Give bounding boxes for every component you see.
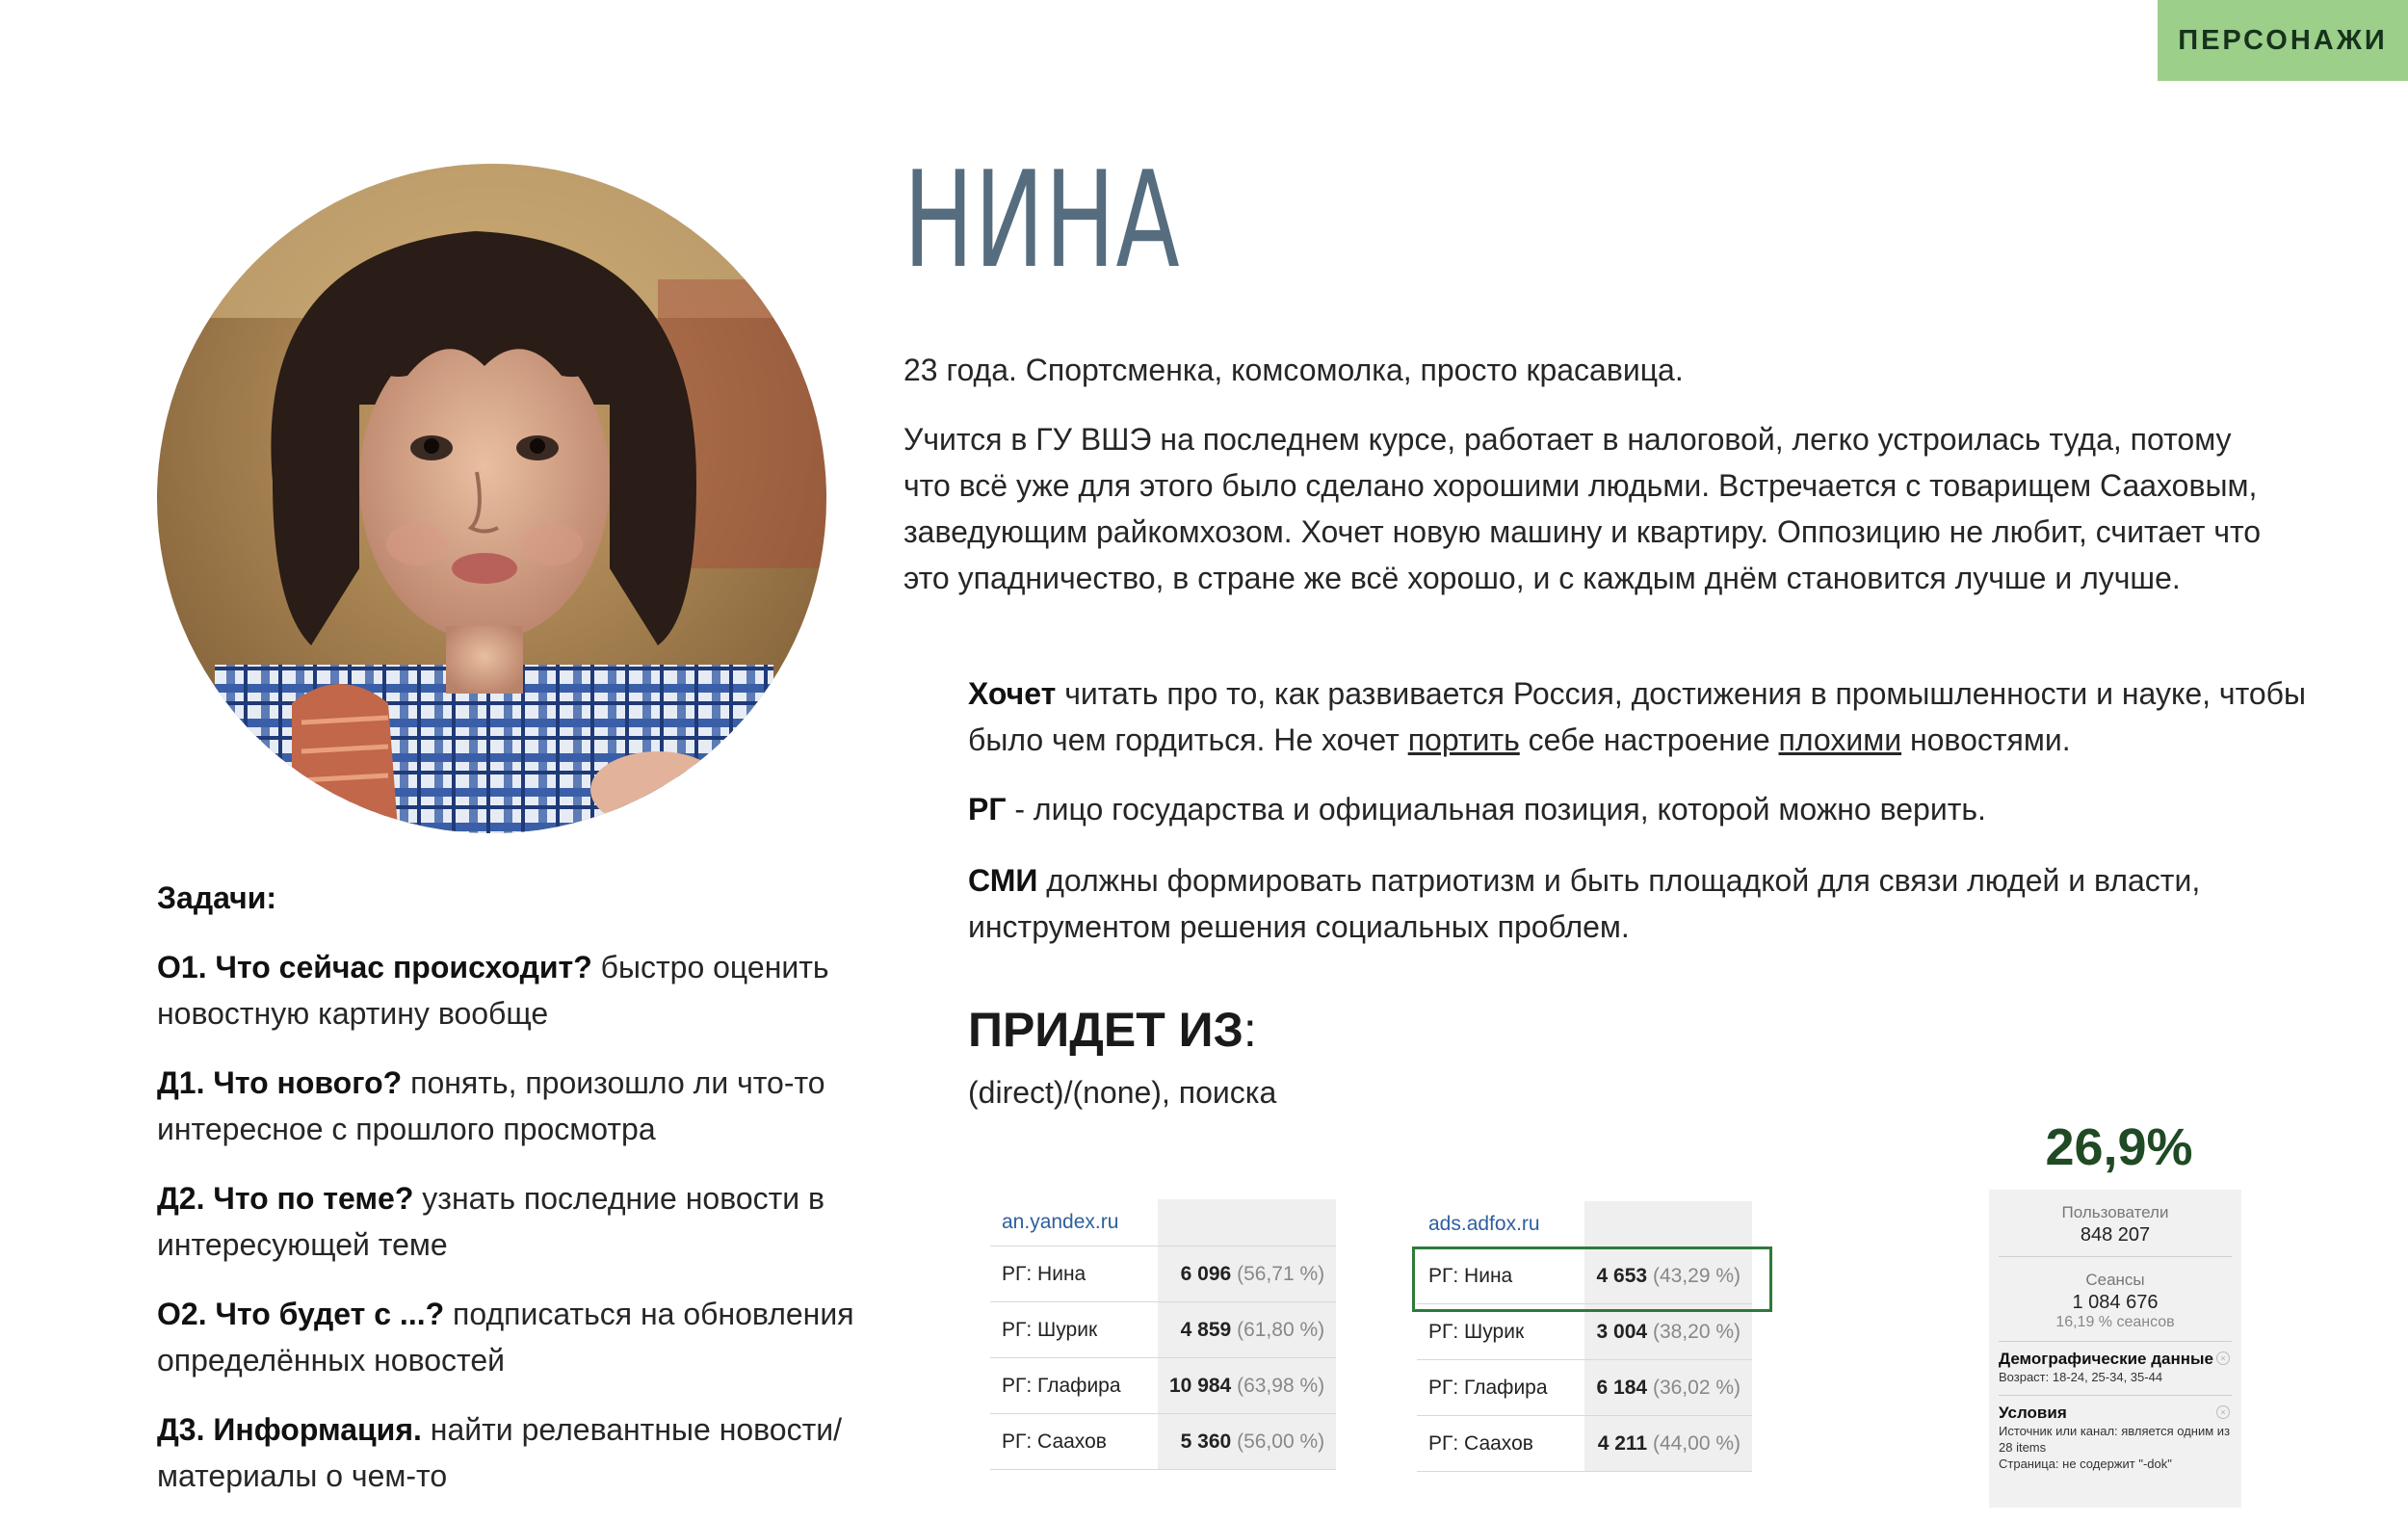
segment-percent: 26,9%	[2045, 1118, 2193, 1176]
persona-about: Учится в ГУ ВШЭ на последнем курсе, работает в налоговой, легко устроилась туда, потому что всё уже для этого было сделано хорошими людьми. Встречается с товарищем Сааховым, заведующим райкомхозом. Хочет новую машину и квартиру. Оппозицию не любит, считает что это упадничество, в стране же всё хорошо, и с каждым днём становится лучше и лучше.	[903, 422, 2262, 595]
segment-share: (61,80 %)	[1237, 1318, 1325, 1341]
sessions-block	[1989, 1257, 2241, 1331]
task-item	[157, 1291, 889, 1383]
users-value: 848 207	[2080, 1224, 2151, 1246]
task-text: найти релевантные новости/материалы о чем-то	[157, 1412, 843, 1493]
table-row	[990, 1414, 1336, 1470]
rg-lead: РГ	[968, 792, 1007, 827]
characters-tab[interactable]: ПЕРСОНАЖИ	[2158, 0, 2408, 81]
segment-label: РГ: Саахов	[1417, 1416, 1584, 1472]
segment-value-cell	[1584, 1360, 1752, 1416]
persona-media-opinion	[968, 857, 2316, 950]
segment-label: РГ: Нина	[1417, 1248, 1584, 1304]
task-lead: О2. Что будет с ...?	[157, 1297, 445, 1331]
sessions-share: 16,19 % сеансов	[2055, 1314, 2175, 1330]
segment-share: (56,00 %)	[1237, 1430, 1325, 1453]
traffic-table-yandex	[990, 1199, 1336, 1470]
tasks-section	[157, 875, 889, 1522]
segment-value: 4 859	[1180, 1318, 1232, 1341]
smi-text: должны формировать патриотизм и быть площадкой для связи людей и власти, инструментом решения социальных проблем.	[968, 863, 2201, 944]
table-row	[990, 1302, 1336, 1358]
segment-label: РГ: Шурик	[990, 1302, 1158, 1358]
traffic-source-title: ПРИДЕТ ИЗ	[968, 1003, 1243, 1057]
persona-intro: 23 года. Спортсменка, комсомолка, просто красавица.	[903, 353, 1684, 387]
segment-value-cell	[1584, 1416, 1752, 1472]
segment-value-cell	[1584, 1248, 1752, 1304]
segment-share: (56,71 %)	[1237, 1262, 1325, 1285]
demographics-block	[1989, 1342, 2241, 1385]
portrait-illustration	[157, 164, 826, 833]
sessions-caption: Сеансы	[2085, 1271, 2145, 1289]
wants-text: новостями.	[1901, 722, 2071, 757]
sessions-value: 1 084 676	[2072, 1292, 2159, 1313]
segment-value: 4 653	[1596, 1264, 1648, 1287]
task-item	[157, 944, 889, 1037]
segment-value: 4 211	[1597, 1431, 1648, 1455]
segment-label: РГ: Шурик	[1417, 1304, 1584, 1360]
wants-text: себе настроение	[1519, 722, 1779, 757]
conditions-block	[1989, 1396, 2241, 1472]
analytics-segment-card	[1989, 1190, 2241, 1508]
segment-value-cell	[1158, 1414, 1336, 1470]
task-lead: Д2. Что по теме?	[157, 1181, 414, 1216]
table-row	[1417, 1304, 1752, 1360]
table-source-label: ads.adfox.ru	[1417, 1201, 1584, 1248]
segment-value: 10 984	[1169, 1374, 1232, 1397]
segment-value-cell	[1158, 1358, 1336, 1414]
demographics-title: Демографические данные	[1999, 1350, 2213, 1368]
segment-share: (63,98 %)	[1237, 1374, 1325, 1397]
table-row	[990, 1358, 1336, 1414]
task-item	[157, 1060, 889, 1152]
users-block	[1989, 1190, 2241, 1246]
table-row	[1417, 1360, 1752, 1416]
segment-value: 6 184	[1596, 1376, 1648, 1399]
persona-wants	[968, 670, 2316, 763]
segment-value: 5 360	[1180, 1430, 1232, 1453]
segment-value-cell	[1158, 1302, 1336, 1358]
users-caption: Пользователи	[2061, 1203, 2169, 1221]
task-lead: Д3. Информация.	[157, 1412, 422, 1447]
conditions-text: Страница: не содержит "-dok"	[1999, 1456, 2172, 1471]
segment-label: РГ: Нина	[990, 1246, 1158, 1302]
task-text: быстро оценить новостную картину вообще	[157, 950, 829, 1031]
segment-label: РГ: Глафира	[990, 1358, 1158, 1414]
task-lead: Д1. Что нового?	[157, 1065, 403, 1100]
segment-label: РГ: Саахов	[990, 1414, 1158, 1470]
task-item	[157, 1175, 889, 1268]
traffic-source-colon: :	[1243, 1003, 1257, 1057]
smi-lead: СМИ	[968, 863, 1038, 898]
table-row	[1417, 1416, 1752, 1472]
segment-value-cell	[1584, 1304, 1752, 1360]
wants-underline-2: плохими	[1778, 722, 1902, 757]
conditions-title: Условия	[1999, 1404, 2067, 1422]
segment-value-cell	[1158, 1246, 1336, 1302]
table-row	[990, 1246, 1336, 1302]
task-text: понять, произошло ли что-то интересное с прошлого просмотра	[157, 1065, 825, 1146]
traffic-source-heading	[968, 1002, 1257, 1058]
tasks-heading: Задачи:	[157, 880, 277, 915]
rg-text: - лицо государства и официальная позиция, которой можно верить.	[1006, 792, 1986, 827]
demographics-text: Возраст: 18-24, 25-34, 35-44	[1999, 1370, 2163, 1384]
wants-lead: Хочет	[968, 676, 1057, 711]
table-row	[1417, 1248, 1752, 1304]
task-item	[157, 1406, 889, 1499]
remove-icon[interactable]: ×	[2216, 1351, 2230, 1365]
task-lead: О1. Что сейчас происходит?	[157, 950, 592, 984]
persona-rg-opinion	[968, 786, 2316, 832]
table-source-label: an.yandex.ru	[990, 1199, 1158, 1246]
conditions-text: Источник или канал: является одним из 28 items	[1999, 1424, 2231, 1455]
wants-text: читать про то, как развивается Россия, достижения в промышленности и науке, чтобы было чем гордиться. Не хочет	[968, 676, 2306, 757]
segment-share: (44,00 %)	[1652, 1431, 1741, 1455]
table-header-cell	[1158, 1199, 1336, 1246]
traffic-source-text: (direct)/(none), поиска	[968, 1075, 1277, 1110]
task-text: узнать последние новости в интересующей теме	[157, 1181, 825, 1262]
segment-share: (43,29 %)	[1652, 1264, 1741, 1287]
persona-name: НИНА	[903, 143, 1181, 298]
wants-underline-1: портить	[1407, 722, 1520, 757]
remove-icon[interactable]: ×	[2216, 1405, 2230, 1419]
traffic-table-adfox	[1417, 1201, 1752, 1472]
persona-photo	[157, 164, 826, 833]
segment-share: (36,02 %)	[1652, 1376, 1741, 1399]
table-header-cell	[1584, 1201, 1752, 1248]
task-text: подписаться на обновления определённых новостей	[157, 1297, 854, 1378]
segment-label: РГ: Глафира	[1417, 1360, 1584, 1416]
segment-value: 6 096	[1180, 1262, 1232, 1285]
segment-value: 3 004	[1596, 1320, 1648, 1343]
segment-share: (38,20 %)	[1652, 1320, 1741, 1343]
